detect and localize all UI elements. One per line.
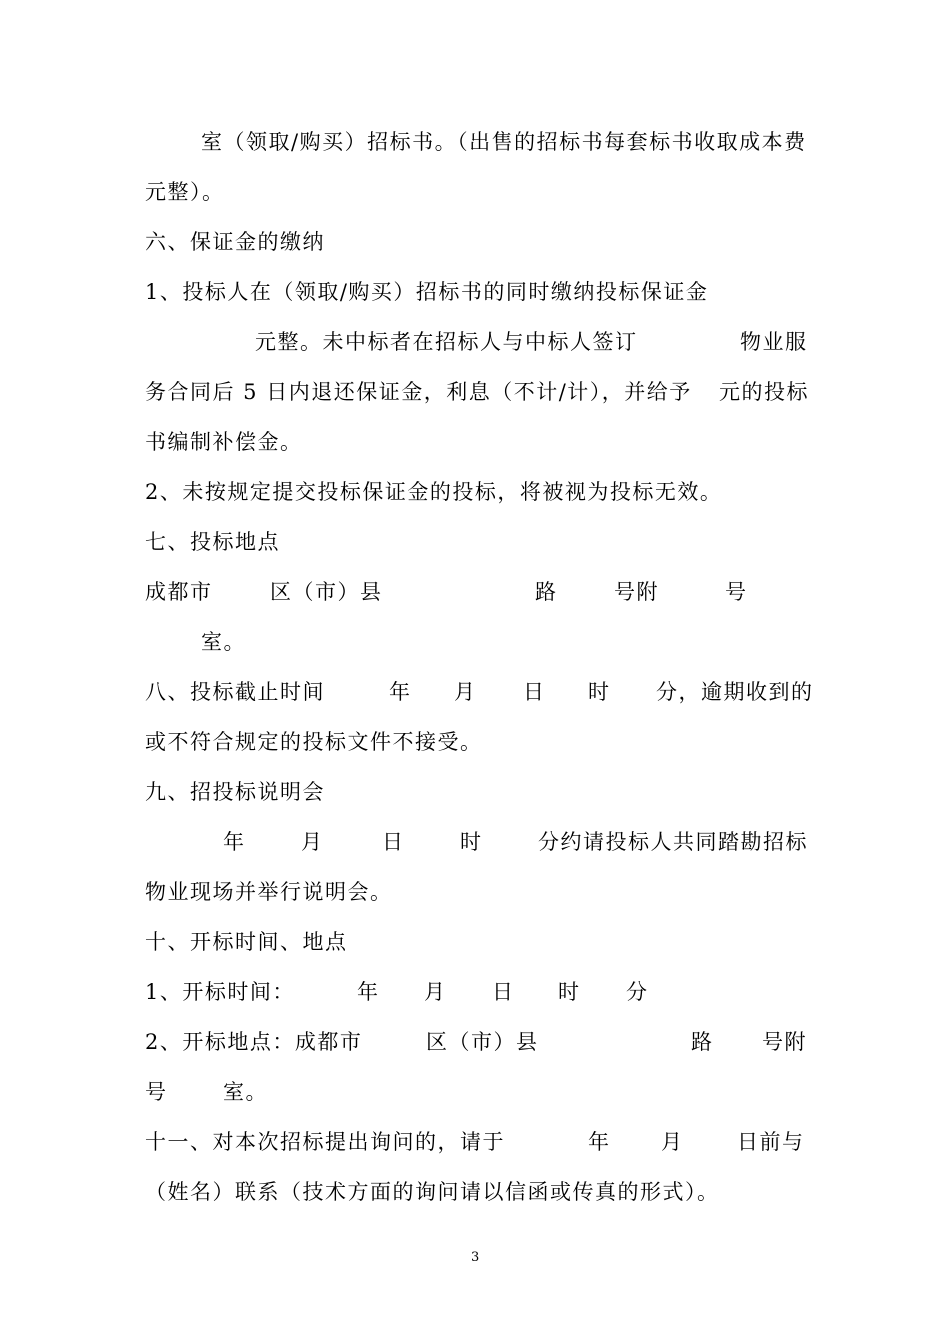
text-span: 年 [588, 1130, 611, 1154]
text-span: 室。 [223, 1080, 268, 1104]
text-span: 路 [535, 580, 558, 604]
text-span: 物业现场并举行说明会。 [145, 880, 393, 904]
line-9 [0, 530, 950, 580]
line-13 [0, 730, 950, 780]
text-span: 1、投标人在（领取/购买）招标书的同时缴纳投标保证金 [145, 280, 709, 304]
text-span: 分 [626, 980, 649, 1004]
text-span: 号 [145, 1080, 168, 1104]
line-8 [0, 480, 950, 530]
text-span: 1、开标时间： [145, 980, 295, 1004]
text-span: 时 [460, 830, 483, 854]
line-11 [0, 630, 950, 680]
text-span: （姓名）联系（技术方面的询问请以信函或传真的形式）。 [145, 1180, 720, 1204]
line-6 [0, 380, 950, 430]
line-17 [0, 930, 950, 980]
text-span: 元的投标 [719, 380, 809, 404]
line-12 [0, 680, 950, 730]
line-1 [0, 130, 950, 180]
section-heading: 八、投标截止时间 [145, 680, 325, 704]
text-span: 号 [725, 580, 748, 604]
text-span: 元整。未中标者在招标人与中标人签订 [255, 330, 638, 354]
text-span: 时 [558, 980, 581, 1004]
text-span: 日 [382, 830, 405, 854]
line-14 [0, 780, 950, 830]
text-span: 分约请投标人共同踏勘招标 [538, 830, 808, 854]
text-span: 区（市）县 [270, 580, 383, 604]
text-span: 日前与 [737, 1130, 805, 1154]
section-heading: 十一、对本次招标提出询问的，请于 [145, 1130, 505, 1154]
line-7 [0, 430, 950, 480]
line-4 [0, 280, 950, 330]
text-span: 2、未按规定提交投标保证金的投标，将被视为投标无效。 [145, 480, 723, 504]
text-span: 区（市）县 [426, 1030, 539, 1054]
line-2 [0, 180, 950, 230]
text-span: 月 [454, 680, 477, 704]
line-19 [0, 1030, 950, 1080]
section-heading: 九、招投标说明会 [145, 780, 325, 804]
line-3 [0, 230, 950, 280]
text-span: 号附 [762, 1030, 807, 1054]
text-span: 路 [691, 1030, 714, 1054]
text-span: 月 [661, 1130, 684, 1154]
line-15 [0, 830, 950, 880]
section-heading: 七、投标地点 [145, 530, 280, 554]
text-span: 元整）。 [145, 180, 225, 204]
text-span: 号附 [614, 580, 659, 604]
line-20 [0, 1080, 950, 1130]
text-span: 月 [424, 980, 447, 1004]
text-span: 成都市 [145, 580, 213, 604]
section-heading: 十、开标时间、地点 [145, 930, 348, 954]
text-span: 分，逾期收到的 [656, 680, 814, 704]
text-span: 日 [523, 680, 546, 704]
text-span: 物业服 [740, 330, 808, 354]
line-22 [0, 1180, 950, 1230]
line-21 [0, 1130, 950, 1180]
text-span: 书编制补偿金。 [145, 430, 303, 454]
text-span: 年 [389, 680, 412, 704]
line-16 [0, 880, 950, 930]
section-heading: 六、保证金的缴纳 [145, 230, 325, 254]
page-number: 3 [471, 1250, 480, 1265]
text-span: 月 [301, 830, 324, 854]
line-18 [0, 980, 950, 1030]
text-span: 2、开标地点：成都市 [145, 1030, 363, 1054]
text-span: 务合同后 5 日内退还保证金，利息（不计/计），并给予 [145, 380, 692, 404]
text-span: 年 [357, 980, 380, 1004]
text-span: 年 [223, 830, 246, 854]
text-span: 室（领取/购买）招标书。（出售的招标书每套标书收取成本费 [201, 130, 807, 154]
text-span: 时 [588, 680, 611, 704]
line-10 [0, 580, 950, 630]
line-5 [0, 330, 950, 380]
text-span: 室。 [201, 630, 246, 654]
text-span: 日 [492, 980, 515, 1004]
text-span: 或不符合规定的投标文件不接受。 [145, 730, 483, 754]
